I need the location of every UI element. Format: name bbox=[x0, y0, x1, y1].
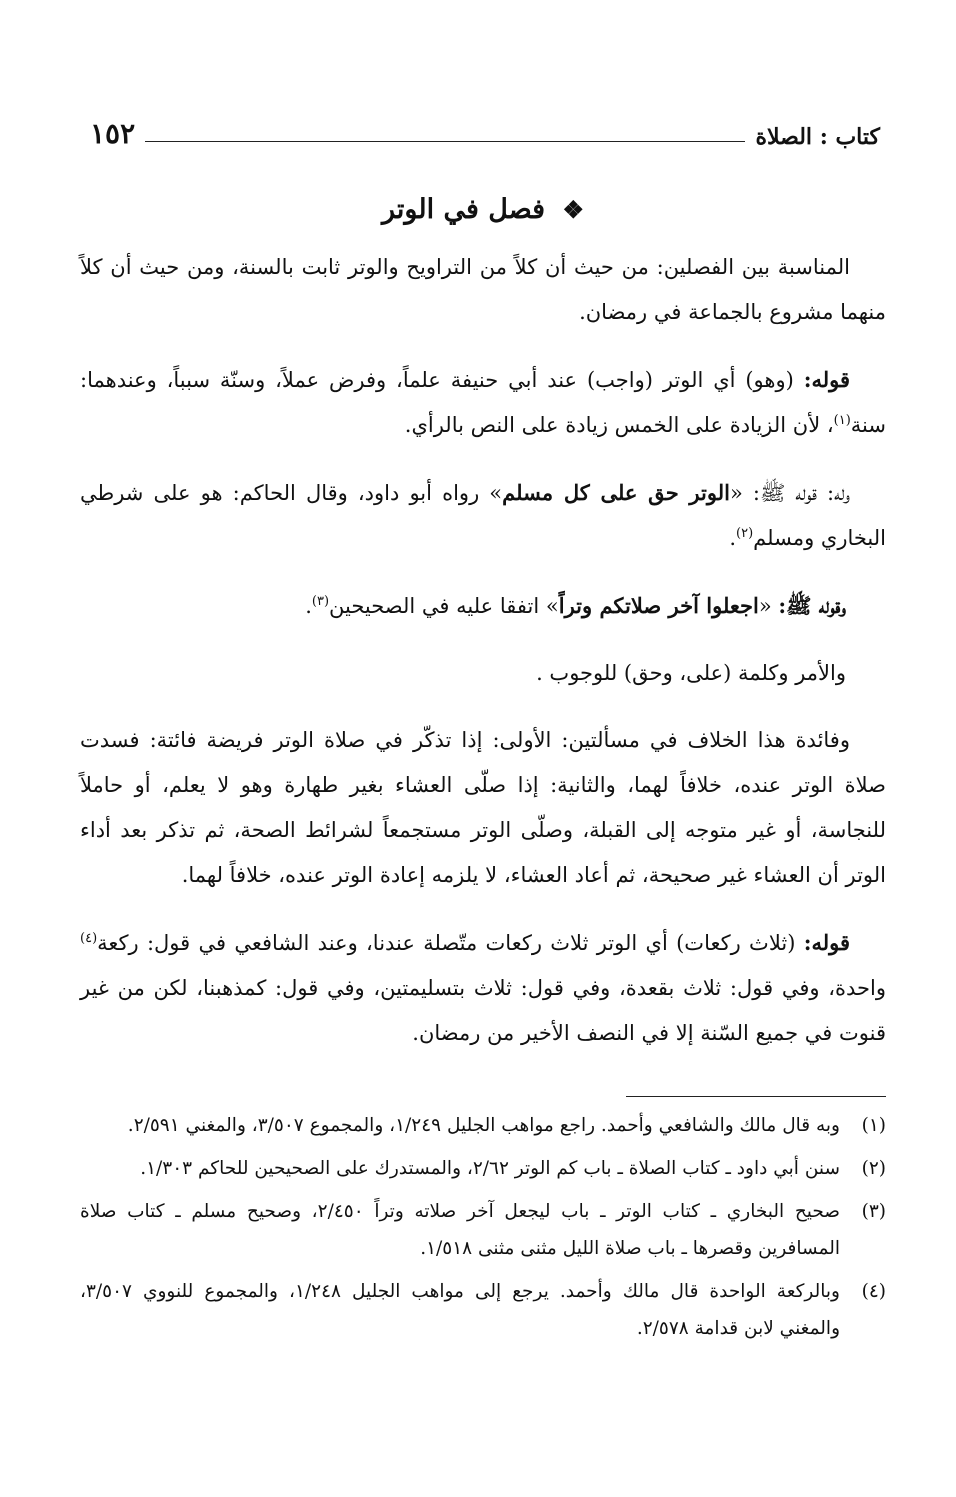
footnote-number: (٤) bbox=[861, 1281, 886, 1302]
paragraph-lead: قوله: bbox=[803, 930, 850, 955]
paragraph-middle: » اتفقا عليه في الصحيحين bbox=[329, 594, 559, 618]
footnote-number: (٢) bbox=[861, 1158, 886, 1179]
paragraph-end: . bbox=[305, 594, 312, 618]
paragraph-lead: قوله: bbox=[803, 367, 850, 392]
footnote-text: صحيح البخاري ـ كتاب الوتر ـ باب ليجعل آخر صلاته وتراً ٢/٤٥٠، وصحيح مسلم ـ كتاب صلاة المسافرين وقصرها ـ باب صلاة الليل مثنى مثنى ١/٥١٨. bbox=[80, 1201, 840, 1259]
hadith-text: الوتر حق على كل مسلم bbox=[502, 480, 730, 505]
paragraph-middle: » رواه أبو داود، وقال الحاكم: هو على شرطي البخاري ومسلم bbox=[80, 481, 886, 550]
paragraph-start: وله: قوله ﷺ: « bbox=[729, 481, 850, 505]
footnote-divider bbox=[626, 1096, 886, 1097]
paragraph-body: (وهو) أي الوتر (واجب) عند أبي حنيفة علماً، وفرض عملاً، وسنّة سبباً، وعندهما: سنة bbox=[80, 368, 886, 437]
footnote-ref-4[interactable]: (٤) bbox=[80, 931, 98, 946]
paragraph-command: والأمر وكلمة (على، وحق) للوجوب . bbox=[536, 661, 846, 685]
paragraph-rakahs bbox=[80, 920, 886, 1056]
ornament-icon: ❖ bbox=[562, 195, 584, 224]
footnote bbox=[80, 1273, 886, 1347]
header-rule bbox=[145, 141, 745, 142]
footnote-text: سنن أبي داود ـ كتاب الصلاة ـ باب كم الوتر ٢/٦٢، والمستدرك على الصحيحين للحاكم ١/٣٠٣. bbox=[140, 1158, 840, 1179]
book-page bbox=[80, 110, 886, 1353]
paragraph-evidence-2 bbox=[80, 583, 886, 629]
footnote bbox=[80, 1193, 886, 1267]
paragraph-tail: ، لأن الزيادة على الخمس زيادة على النص بالرأي. bbox=[404, 413, 834, 437]
paragraph-tail: واحدة، وفي قول: ثلاث بقعدة، وفي قول: ثلاث بتسليمتين، وفي قول: كمذهبنا، لكن من غير قنوت في جميع السّنة إلا في النصف الأخير من رمضان. bbox=[80, 976, 886, 1045]
paragraph-ruling bbox=[80, 357, 886, 448]
footnote bbox=[80, 1107, 886, 1144]
footnote-text: وبه قال مالك والشافعي وأحمد. راجع مواهب الجليل ١/٢٤٩، والمجموع ٣/٥٠٧، والمغني ٢/٥٩١. bbox=[127, 1115, 840, 1136]
paragraph-benefit: وفائدة هذا الخلاف في مسألتين: الأولى: إذا تذكّر في صلاة الوتر فريضة فائتة: فسدت صلاة الوتر عنده، خلافاً لهما، والثانية: إذا صلّى العشاء بغير طهارة وهو لا يعلم، أو حاملاً للنجاسة، أو غير متوجه إلى القبلة، وصلّى الوتر مستجمعاً لشرائط الصحة، ثم تذكر بعد أداء الوتر أن العشاء غير صحيحة، ثم أعاد العشاء، لا يلزمه إعادة الوتر عنده، خلافاً لهما. bbox=[80, 728, 886, 887]
page-header bbox=[80, 110, 886, 150]
footnote-ref-3[interactable]: (٣) bbox=[311, 594, 330, 609]
footnote-ref-1[interactable]: (١) bbox=[833, 413, 851, 428]
footnote-text: وبالركعة الواحدة قال مالك وأحمد. يرجع إلى مواهب الجليل ١/٢٤٨، والمجموع للنووي ٣/٥٠٧، والمغني لابن قدامة ٢/٥٧٨. bbox=[80, 1281, 840, 1339]
paragraph-evidence bbox=[80, 470, 886, 561]
running-title: كتاب : الصلاة bbox=[755, 124, 880, 150]
hadith-text: اجعلوا آخر صلاتكم وتراً bbox=[558, 593, 759, 618]
paragraph-end: . bbox=[729, 526, 737, 550]
section-heading bbox=[80, 194, 886, 225]
footnote-number: (١) bbox=[861, 1115, 886, 1136]
footnote-ref-2[interactable]: (٢) bbox=[736, 526, 754, 541]
paragraph-body: (ثلاث ركعات) أي الوتر ثلاث ركعات متّصلة عندنا، وعند الشافعي في قول: ركعة bbox=[97, 931, 804, 955]
page-number: ١٥٢ bbox=[90, 117, 136, 150]
section-title-text: فصل في الوتر bbox=[382, 194, 546, 225]
paragraph-lead: وقوله ﷺ: bbox=[778, 593, 846, 618]
footnote-number: (٣) bbox=[861, 1201, 886, 1222]
footnote bbox=[80, 1150, 886, 1187]
paragraph-relation: المناسبة بين الفصلين: من حيث أن كلاً من التراويح والوتر ثابت بالسنة، ومن حيث أن كلاً منهما مشروع بالجماعة في رمضان. bbox=[80, 255, 886, 324]
paragraph-open: « bbox=[758, 594, 779, 618]
